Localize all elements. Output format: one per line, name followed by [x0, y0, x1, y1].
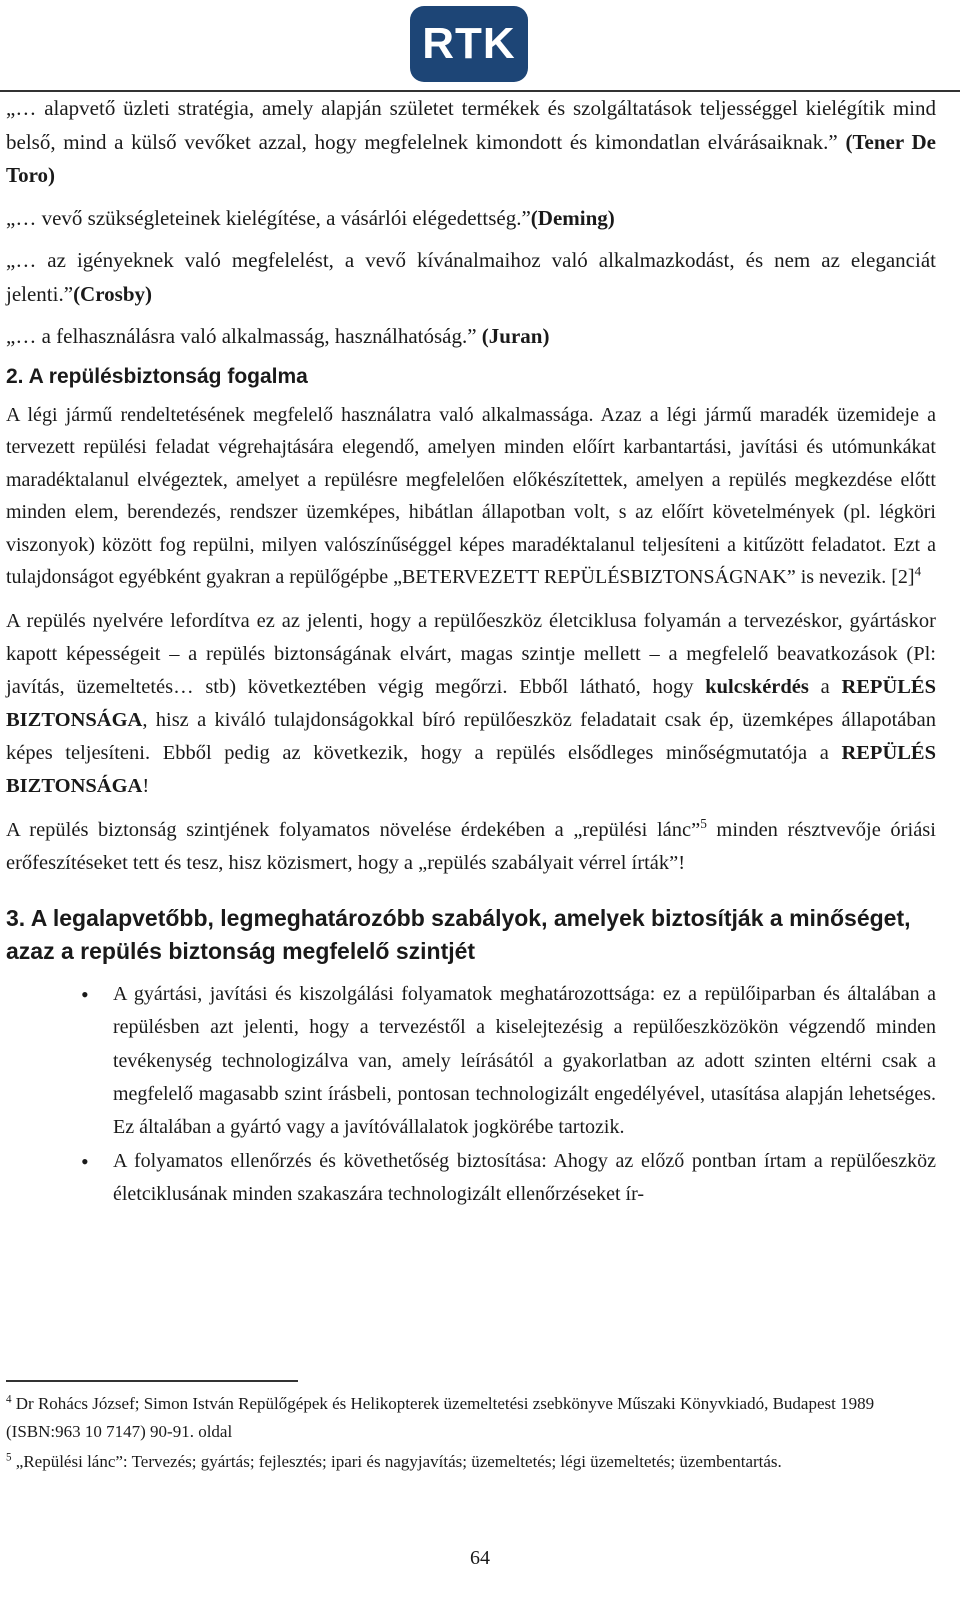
footnotes [6, 1390, 924, 1478]
footnote-4: $^4$ Dr Rohács József; Simon István Repülőgépek és Helikopterek üzemeltetési zsebkönyve Műszaki Könyvkiadó, Budapest 1989 (ISBN:963 10 7147) 90-91. oldal [6, 1393, 875, 1441]
rtk-logo: RTK [410, 6, 528, 82]
quote-deming: „… vevő szükségleteinek kielégítése, a vásárlói elégedettség.”(Deming) [6, 205, 615, 230]
paragraph-safety-chain: A repülés biztonság szintjének folyamatos növelése érdekében a „repülési lánc”$^5$ minden résztvevője óriási erőfeszítéseket tett és tesz, hisz közismert, hogy a „repülés szabályait vérrel írták”! [6, 816, 936, 875]
quote-author: (Deming) [530, 205, 615, 230]
quote-author: (Juran) [481, 324, 550, 348]
section-heading-2: 2. A repülésbiztonság fogalma [6, 364, 308, 388]
paragraph-definition: A légi jármű rendeltetésének megfelelő használatra való alkalmassága. Azaz a légi jármű maradék üzemideje a tervezett repülési feladat végrehajtására elegendő, amelyen minden előírt karbantartási, javítási és utómunkákat maradéktalanul elvégeztek, amelyet a repülésre megfelelően előkészítettek, amelyen a repülés megkezdése előtt minden elem, berendezés, rendszer üzemképes, hibátlan állapotban volt, s az előírt követelmények (pl. légköri viszonyok) között fog repülni, milyen valószínűséggel képes maradéktalanul teljesíteni a kitűzött feladatot. Ezt a tulajdonságot egyébként gyakran a repülőgépbe „BETERVEZETT REPÜLÉSBIZTONSÁGNAK” is nevezik. $[2]^4$ [6, 403, 936, 589]
list-item: • A gyártási, javítási és kiszolgálási folyamatok meghatározottsága: ez a repülőiparban és általában a repülésben azt jelenti, hogy a tervezéstől a kiselejtezésig a repülőeszközökön végzendő minden tevékenység technologizálva van, amely leírásától a gyakorlatban az adott szinten eltérni csak a megfelelő magasabb szint írásbeli, pontosan technologizált engedélyével, utasítása alapján lehetséges. Ez általában a gyártó vagy a javítóvállalatok jogkörébe tartozik. [6, 978, 936, 1144]
footnote-5: $^5$ „Repülési lánc”: Tervezés; gyártás; fejlesztés; ipari és nagyjavítás; üzemeltetés; légi üzemeltetés; üzembentartás. [6, 1451, 782, 1471]
quote-tener-de-toro: „… alapvető üzleti stratégia, amely alapján születet termékek és szolgáltatások teljességgel kielégítik mind belső, mind a külső vevőket azzal, hogy megfelelnek kimondott és kimondatlan elvárásaiknak.” (Tener De Toro) [6, 96, 936, 187]
page-content [6, 92, 936, 1211]
footnote-divider [6, 1380, 298, 1382]
section-heading-3: 3. A legalapvetőbb, legmeghatározóbb szabályok, amelyek biztosítják a minőséget, azaz a repülés biztonság megfelelő szintjét [6, 905, 911, 965]
quote-juran: „… a felhasználásra való alkalmasság, használhatóság.” (Juran) [6, 324, 550, 348]
list-item: • A folyamatos ellenőrzés és követhetőség biztosítása: Ahogy az előző pontban írtam a repülőeszköz életciklusának minden szakaszára technologizált ellenőrzéseket ír- [6, 1145, 936, 1212]
rules-list [6, 978, 936, 1211]
footnote-ref: 4 [914, 563, 922, 579]
bullet-icon: • [81, 982, 89, 1008]
paragraph-flight-safety: A repülés nyelvére lefordítva ez az jelenti, hogy a repülőeszköz életciklusa folyamán a tervezéskor, gyártáskor kapott képességeit – a repülés biztonságának elvárt, magas szintje mellett – a megfelelő beavatkozások (Pl: javítás, üzemeltetés… stb) következtében végig megőrzi. Ebből látható, hogy kulcskérdés a REPÜLÉS BIZTONSÁGA, hisz a kiváló tulajdonságokkal bíró repülőeszköz feladatait csak ép, üzemképes állapotában képes teljesíteni. Ebből pedig az következik, hogy a repülés elsődleges minőségmutatója a REPÜLÉS BIZTONSÁGA! [6, 610, 936, 798]
page-number: 64 [470, 1547, 490, 1569]
quote-author: (Tener De Toro) [6, 129, 936, 187]
footnote-ref: 5 [700, 816, 707, 832]
quote-author: (Crosby) [73, 281, 153, 306]
bullet-icon: • [81, 1148, 89, 1174]
quote-crosby: „… az igényeknek való megfelelést, a vevő kívánalmaihoz való alkalmazkodást, és nem az eleganciát jelenti.”(Crosby) [6, 248, 936, 306]
